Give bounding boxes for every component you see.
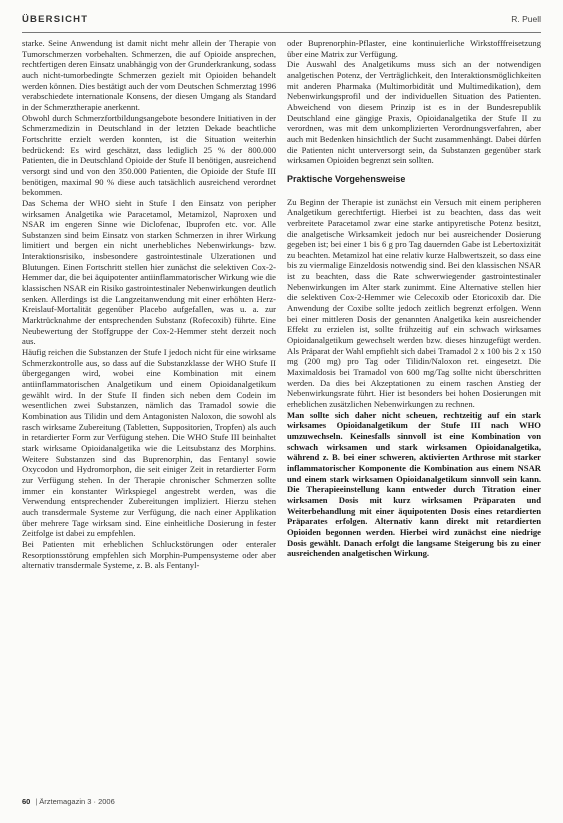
paragraph: starke. Seine Anwendung ist damit nicht mehr allein der Therapie von Tumorschmerzen vorbehalten. Schmerzen, die auf Opioide ansprechen, rechtfertigen deren Einsatz unabhängig von der Grunderkrankung, sodass auch nicht-tumorbedingte Schmerzen gezielt mit Opioiden behandelt werden können. Dies bestätigt auch der vom Deutschen Schmerztag 1996 verabschiedete internationale Konsens, der diesen Umgang als Standard in der Schmerztherapie anerkennt.	[22, 38, 276, 112]
left-column	[22, 38, 276, 790]
page-footer	[22, 797, 282, 809]
right-column	[287, 38, 541, 790]
highlighted-paragraph: Man sollte sich daher nicht scheuen, rechtzeitig auf ein stark wirksames Opioidanalgetikum der Stufe III nach WHO umzuwechseln. Keinesfalls sinnvoll ist eine Kombination von schwach wirksamen und stark wirksamen Opioidanalgetika, während z. B. bei einer schweren, aktivierten Arthrose mit starker inflammatorischer Komponente die Kombination aus einem NSAR und einem stark wirksamen Opioidanalgetikum sinnvoll sein kann. Die Therapieeinstellung kann entweder durch Titration einer wirksamen Dosis mit kurz wirksamen Präparaten und Weiterbehandlung mit einer äquipotenten Dosis eines retardierten Präparates erfolgen. Alternativ kann direkt mit retardierten Opioiden begonnen werden. Hierbei wird zunächst eine niedrige Dosis gewählt. Danach erfolgt die langsame Steigerung bis zu einer ausreichenden analgetischen Wirkung.	[287, 409, 541, 559]
page-number: 60	[22, 797, 31, 806]
section-label: ÜBERSICHT	[22, 14, 89, 25]
paragraph: Die Auswahl des Analgetikums muss sich an der notwendigen analgetischen Potenz, der Verträglichkeit, den Interaktionsmöglichkeiten mit anderen Pharmaka (Multimorbidität und Multimedikation), dem Nebenwirkungsprofil und der individuellen Situation des Patienten. Abweichend von diesem Prinzip ist es in der Bundesrepublik Deutschland eine gängige Praxis, Opioidanalgetika der Stufe II zu verordnen, was mit dem unkomplizierten Verordnungsverfahren, aber auch mit Bedenken hinsichtlich der Sucht zusammenhängt. Dabei dürfen die Patienten nicht unterversorgt sein, da Substanzen gegenüber stark wirksamen Opioiden begrenzt sein sollten.	[287, 59, 541, 166]
paragraph: Das Schema der WHO sieht in Stufe I den Einsatz von peripher wirksamen Analgetika wie Paracetamol, Metamizol, Naproxen und NSAR im engeren Sinne wie Diclofenac, Ibuprofen etc. vor. Alle Substanzen sind beim Einsatz von starken Schmerzen in ihrer Wirkung limitiert und bergen ein nicht unerhebliches Nebenwirkungs- bzw. Interaktionsrisiko, insbesondere gastrointestinale Ulzerationen und Blutungen. Einen Fortschritt stellen hier zunächst die selektiven Cox-2-Hemmer dar, die bei äquipotenter antiinflammatorischer Wirkung wie die klassischen NSAR ein Risiko gastrointestinaler Nebenwirkungen deutlich senken. Allerdings ist die Langzeitanwendung mit einer erhöhten Herz-Kreislauf-Mortalität gegenüber Placebo aufgefallen, was u. a. zur Marktrücknahme der entsprechenden Substanz (Rofecoxib) führte. Eine Neubewertung der Stoffgruppe der Cox-2-Hemmer steht derzeit noch aus.	[22, 197, 276, 347]
running-header	[22, 14, 541, 33]
paragraph: Obwohl durch Schmerzfortbildungsangebote besondere Initiativen in der Schmerzmedizin in Deutschland in der letzten Dekade beachtliche Fortschritte erzielt werden konnten, ist die Situation weiterhin bedrückend: Es wird geschätzt, dass lediglich 25 % der 800.000 Patienten, die in Deutschland Opioide der Stufe II benötigen, ausreichend versorgt sind und von den 350.000 Patienten, die Opioide der Stufe III benötigen, maximal 90 % diese auch tatsächlich ausreichend verordnet bekommen.	[22, 112, 276, 198]
paragraph: Häufig reichen die Substanzen der Stufe I jedoch nicht für eine wirksame Schmerzkontrolle aus, so dass auf die Substanzklasse der WHO Stufe II übergegangen wird, wobei eine Kombination mit einem antiinflammatorischen Analgetikum und einem Opioidanalgetikum gewählt wird. In der Stufe II finden sich neben dem Codein im wesentlichen zwei Substanzen, nämlich das Tramadol sowie die Kombination aus Tilidin und dem Antagonisten Naloxon, die sowohl als rasch wirksame Zubereitung (Tabletten, Suppositorien, Tropfen) als auch in retardierter Form zur Verfügung stehen. Die WHO Stufe III beinhaltet stark wirksame Opioidanalgetika wie die Leitsubstanz des Morphins. Weitere Substanzen sind das Buprenorphin, das Fentanyl sowie Oxycodon und Hydromorphon, die seit einiger Zeit in retardierter Form zur Verfügung stehen. In der Therapie chronischer Schmerzen sollte immer ein konstanter Wirkspiegel angestrebt werden, was die Verwendung entsprechender Zubereitungen impliziert. Hierzu stehen auch transdermale Systeme zur Verfügung, die nach einer Applikation über mehrere Tage wirksam sind. Eine einheitliche Dosierung in fester Zeitfolge ist dabei zu empfehlen.	[22, 347, 276, 539]
author-name: R. Puell	[511, 14, 541, 24]
footer-divider: |	[35, 797, 38, 806]
paragraph: Bei Patienten mit erheblichen Schluckstörungen oder enteraler Resorptionsstörung empfehlen sich Morphin-Pumpensysteme oder aber alternativ transdermale Systeme, z. B. als Fentanyl-	[22, 538, 276, 571]
journal-issue: 3 · 2006	[87, 797, 115, 806]
journal-name: Ärztemagazin	[39, 797, 86, 806]
paragraph: Zu Beginn der Therapie ist zunächst ein Versuch mit einem peripheren Analgetikum gerechtfertigt. Hierbei ist zu beachten, dass das weit verbreitete Paracetamol zwar eine starke antipyretische Potenz besitzt, die analgetische Wirksamkeit jedoch nur bei ausreichender Dosierung gegeben ist; bei einer 1 bis 6 g pro Tag dauernden Gabe ist Lebertoxizität zu beachten. Metamizol hat eine relativ kurze Halbwertszeit, so dass eine bis zu viermalige Einzeldosis notwendig sind. Bei den klassischen NSAR ist zu beachten, dass die Rate schwerwiegender gastrointestinaler Nebenwirkungen im Alter stark zunimmt. Eine Alternative stellen hier die selektiven Cox-2-Hemmer wie Celecoxib oder Etoricoxib dar. Die Anwendung der Coxibe sollte jedoch zeitlich begrenzt erfolgen. Wenn bei einer mittleren Dosis der genannten Analgetika kein ausreichender Effekt zu erzielen ist, sollte frühzeitig auf ein schwach wirksames Opioidanalgetikum gewechselt werden bzw. dieses hinzugefügt werden. Als Präparat der Wahl empfiehlt sich dabei Tramadol 2 x 100 bis 2 x 150 mg (200 mg) pro Tag oder Tilidin/Naloxon ret. eingesetzt. Die Maximaldosis bei Tramadol von 600 mg/Tag sollte nicht überschritten werden. Da dies bei Akzeptationen zu einem raschen Anstieg der Nebenwirkungsrate führt. Hier ist besonders bei hohen Dosierungen mit erheblichen zusätzlichen Nebenwirkungen zu rechnen.	[287, 196, 541, 409]
paragraph: oder Buprenorphin-Pflaster, eine kontinuierliche Wirkstofffreisetzung über eine Matrix zur Verfügung.	[287, 38, 541, 59]
section-heading: Praktische Vorgehensweise	[287, 173, 406, 184]
